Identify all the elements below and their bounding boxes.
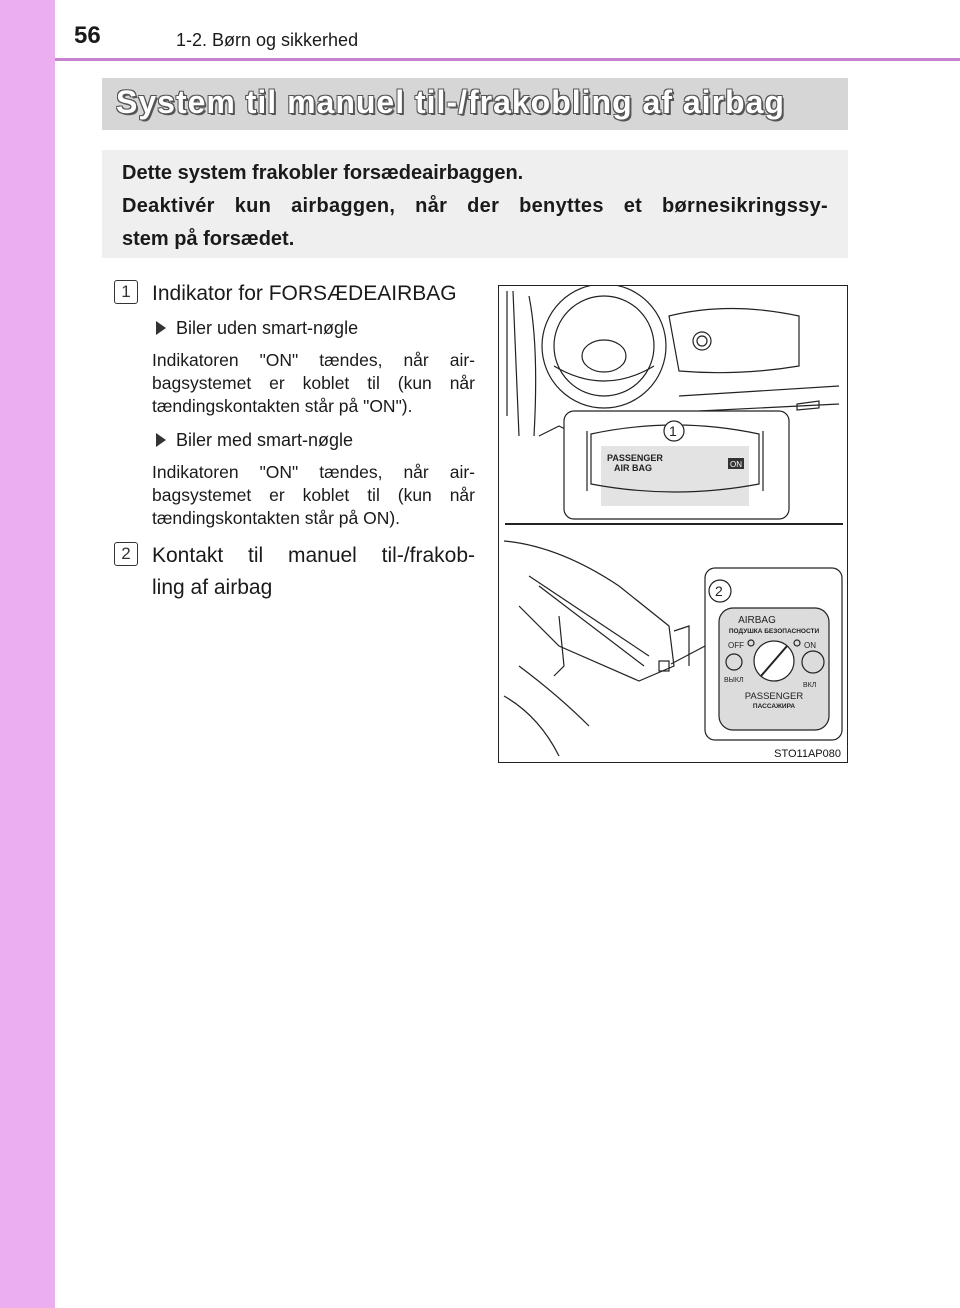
indicator-label-airbag: AIR BAG: [614, 463, 652, 473]
switch-on-label: ON: [804, 641, 816, 650]
switch-off-label: OFF: [728, 641, 744, 650]
item-1-heading: Indikator for FORSÆDEAIRBAG: [152, 282, 457, 305]
intro-line-2: Deaktivér kun airbaggen, når der benyttes et børnesikringssy-: [122, 195, 828, 217]
callout-1-label: 1: [669, 423, 677, 439]
subsection-2-label: Biler med smart-nøgle: [156, 430, 353, 451]
intro-box: [102, 150, 848, 258]
illustration-drawing: [499, 286, 847, 762]
page-title: System til manuel til-/frakobling af airbag: [116, 84, 785, 120]
page-number: 56: [74, 22, 101, 49]
airbag-illustration: [498, 285, 848, 763]
subsection-1-label: Biler uden smart-nøgle: [156, 318, 358, 339]
figure-code: STO11AP080: [774, 748, 841, 760]
subsection-2-text: Indikatoren "ON" tændes, når air-bagsystemet er koblet til (kun når tændingskontakten står på ON).: [152, 462, 475, 528]
item-number-1: 1: [114, 280, 138, 304]
triangle-bullet-icon: [156, 433, 166, 447]
item-2-heading-line-1: Kontakt til manuel til-/frakob-: [152, 544, 475, 567]
item-number-2: 2: [114, 542, 138, 566]
indicator-label-passenger: PASSENGER: [607, 453, 663, 463]
triangle-bullet-icon: [156, 321, 166, 335]
header-rule: [55, 58, 960, 61]
indicator-on-label: ON: [730, 460, 742, 469]
section-label: 1-2. Børn og sikkerhed: [176, 30, 359, 50]
switch-off-ru-label: ВЫКЛ: [724, 677, 744, 684]
side-tab-strip: [0, 0, 55, 1308]
callout-2-label: 2: [715, 583, 723, 599]
switch-title-ru: ПОДУШКА БЕЗОПАСНОСТИ: [728, 628, 820, 635]
subsection-1-text: Indikatoren "ON" tændes, når air-bagsystemet er koblet til (kun når tændingskontakten står på "ON").: [152, 350, 475, 416]
switch-passenger-ru-label: ПАССАЖИРА: [752, 703, 796, 710]
switch-on-ru-label: ВКЛ: [803, 682, 817, 689]
switch-passenger-label: PASSENGER: [744, 691, 804, 702]
intro-line-3: stem på forsædet.: [122, 228, 295, 250]
switch-title: AIRBAG: [738, 615, 776, 626]
item-2-heading-line-2: ling af airbag: [152, 576, 273, 599]
title-bar: [102, 78, 848, 130]
intro-line-1: Dette system frakobler forsædeairbaggen.: [122, 162, 524, 184]
